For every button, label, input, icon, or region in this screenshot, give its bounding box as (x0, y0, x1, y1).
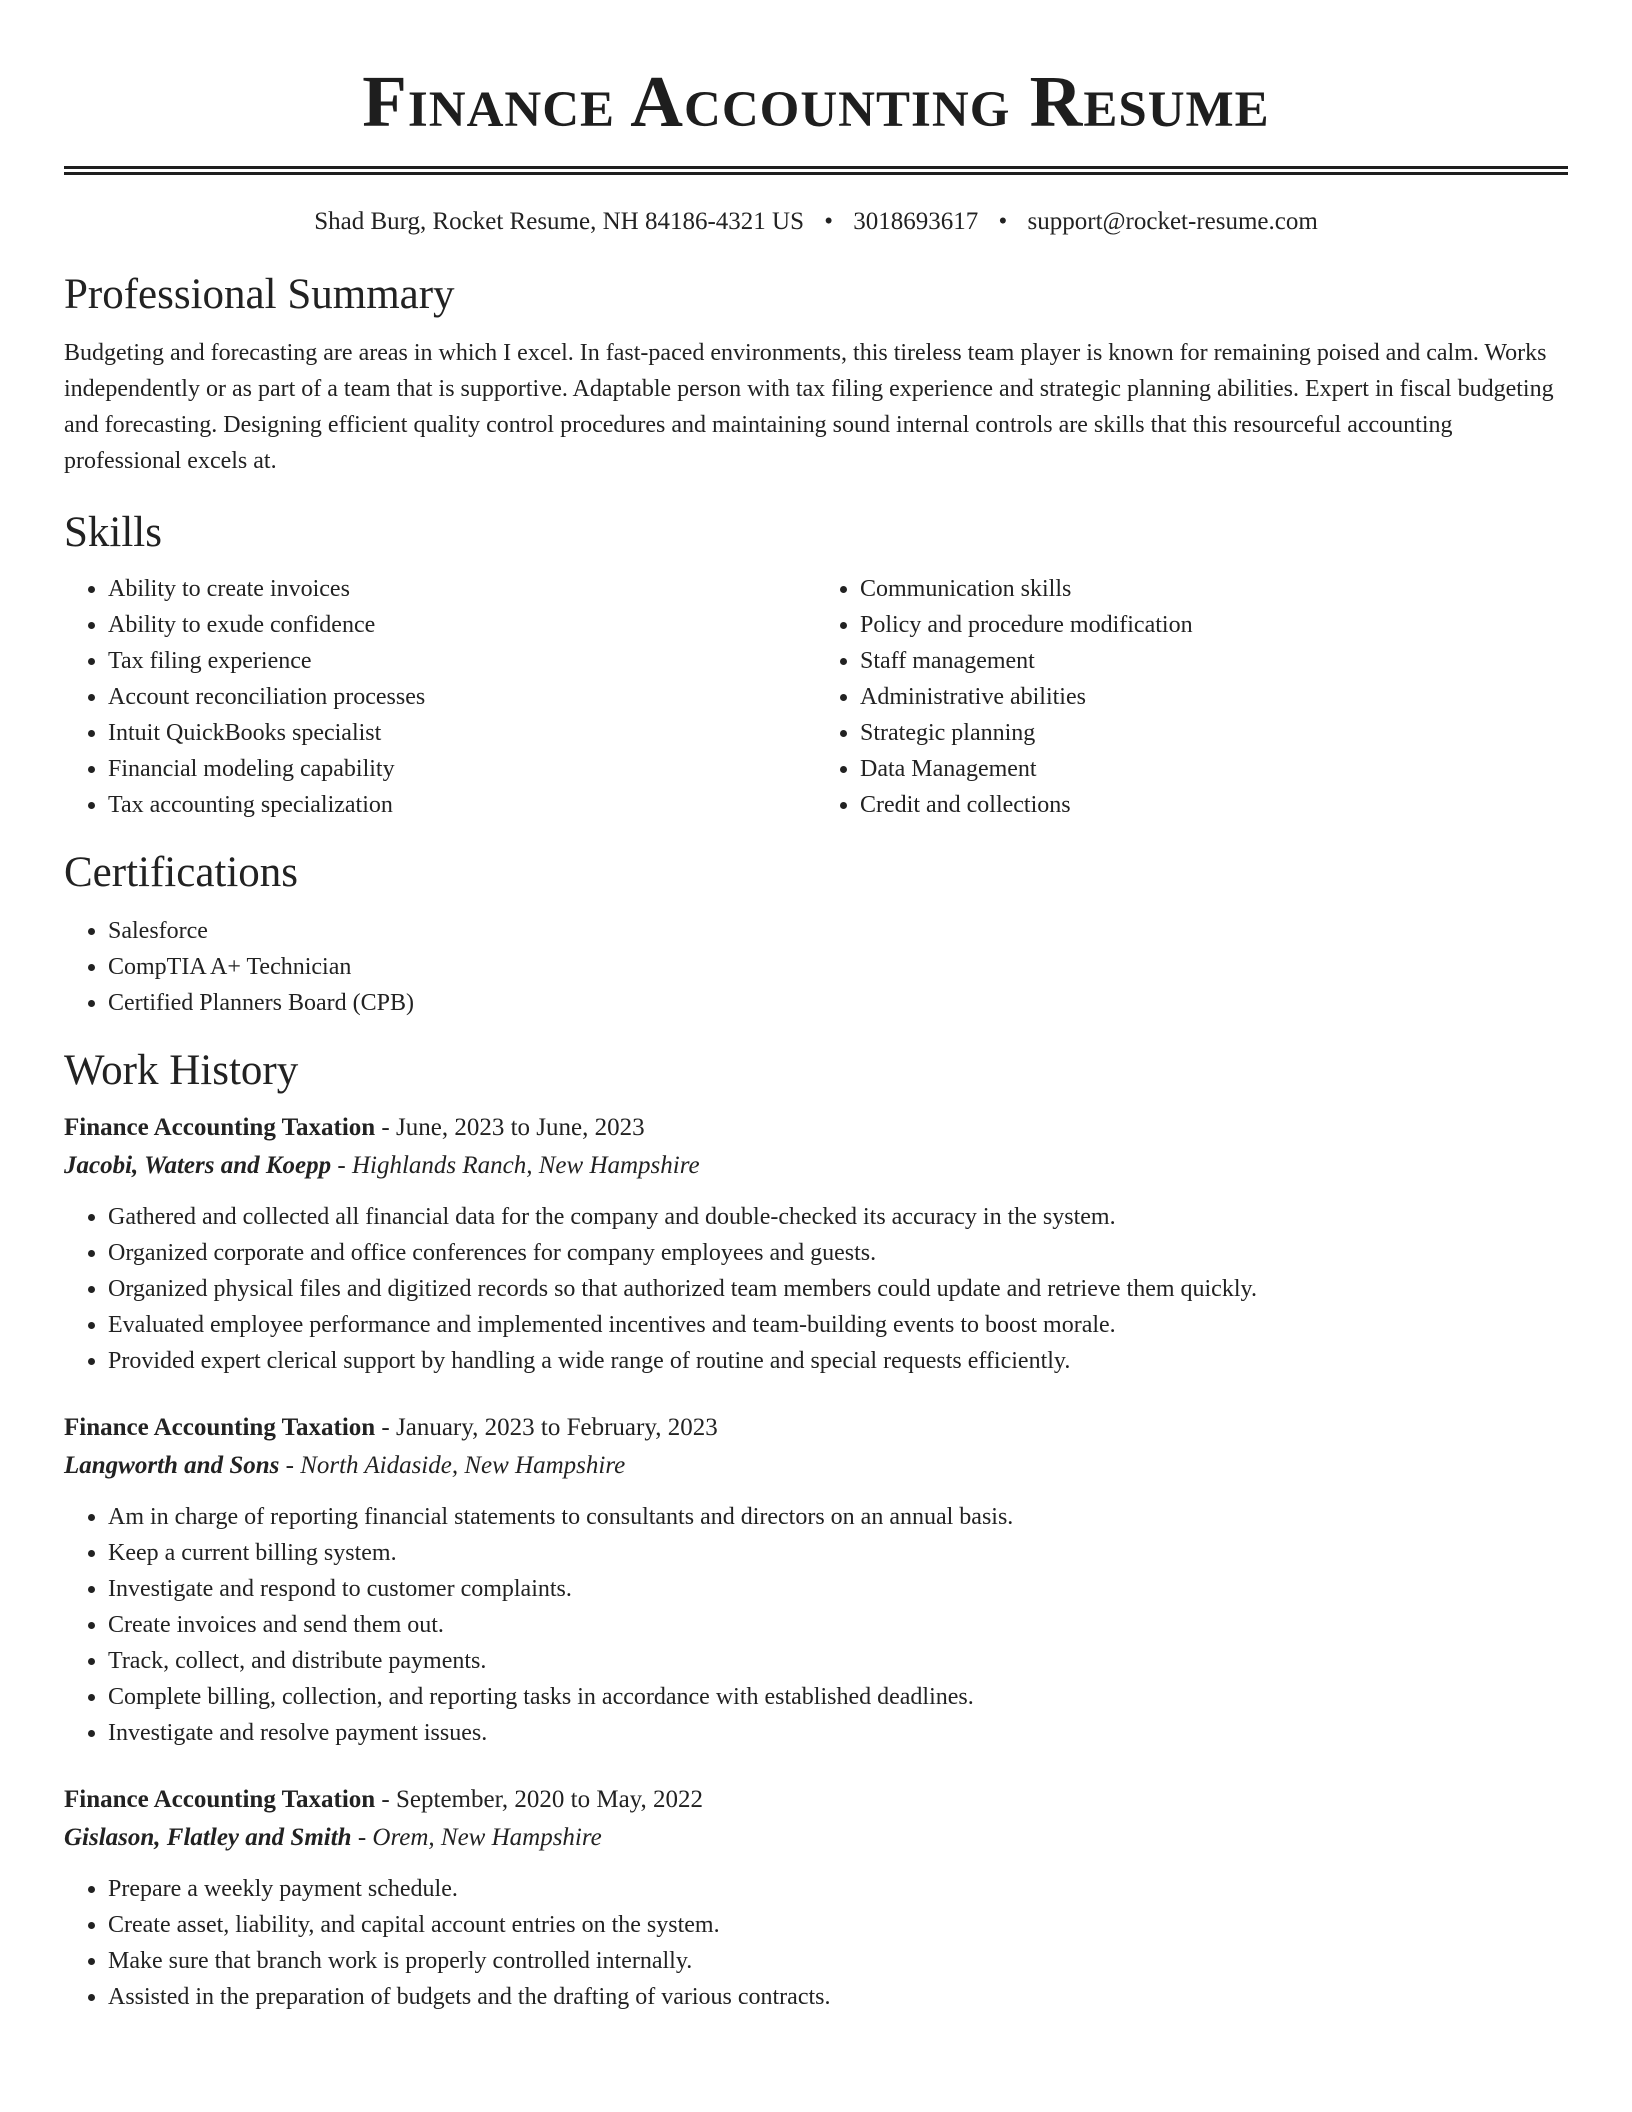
certification-item: • Salesforce (108, 913, 1568, 949)
work-history-heading: Work History (64, 1047, 299, 1094)
contact-email: support@rocket-resume.com (1027, 208, 1318, 235)
skills-heading: Skills (64, 509, 162, 556)
job-bullet: • Evaluated employee performance and implemented incentives and team-building events to boost morale. (108, 1307, 1568, 1343)
job-bullet: • Organized corporate and office conferences for company employees and guests. (108, 1235, 1568, 1271)
job-dates: - January, 2023 to February, 2023 (375, 1414, 718, 1441)
job-bullet: • Make sure that branch work is properly controlled internally. (108, 1943, 1568, 1979)
job-bullets (64, 1199, 1568, 1379)
job-bullets (64, 1871, 1568, 2015)
job-bullet: • Track, collect, and distribute payments. (108, 1643, 1568, 1679)
certification-item: • Certified Planners Board (CPB) (108, 985, 1568, 1021)
skill-item: • Credit and collections (860, 787, 1568, 823)
certifications-list (64, 913, 1568, 1021)
resume-title: Finance Accounting Resume (362, 61, 1270, 142)
job-company-line (64, 1819, 1568, 1857)
job-bullet: • Investigate and respond to customer complaints. (108, 1571, 1568, 1607)
job-title-line (64, 1109, 1568, 1147)
job-bullet: • Keep a current billing system. (108, 1535, 1568, 1571)
job-bullets (64, 1499, 1568, 1751)
job-entry (64, 1781, 1568, 2015)
job-dates: - June, 2023 to June, 2023 (375, 1114, 645, 1141)
job-title: Finance Accounting Taxation (64, 1786, 376, 1813)
skill-item: • Strategic planning (860, 715, 1568, 751)
job-bullet: • Create invoices and send them out. (108, 1607, 1568, 1643)
certification-item: • CompTIA A+ Technician (108, 949, 1568, 985)
contact-line (64, 205, 1568, 239)
skill-item: • Account reconciliation processes (108, 679, 816, 715)
contact-phone: 3018693617 (853, 208, 979, 235)
skills-columns (64, 571, 1568, 823)
skill-item: • Administrative abilities (860, 679, 1568, 715)
job-bullet: • Am in charge of reporting financial statements to consultants and directors on an annual basis. (108, 1499, 1568, 1535)
summary-text: Budgeting and forecasting are areas in which I excel. In fast-paced environments, this tireless team player is known for remaining poised and calm. Works independently or as part of a team that is supportive. Adaptable person with tax filing experience and strategic planning abilities. Expert in fiscal budgeting and forecasting. Designing efficient quality control procedures and maintaining sound internal controls are skills that this resourceful accounting professional excels at. (64, 340, 1554, 474)
skill-item: • Tax filing experience (108, 643, 816, 679)
job-bullet: • Prepare a weekly payment schedule. (108, 1871, 1568, 1907)
contact-address: Shad Burg, Rocket Resume, NH 84186-4321 US (314, 208, 804, 235)
job-bullet: • Investigate and resolve payment issues. (108, 1715, 1568, 1751)
resume-page (64, 0, 1568, 2015)
job-location: - Highlands Ranch, New Hampshire (331, 1152, 700, 1179)
job-entry (64, 1109, 1568, 1379)
job-company: Gislason, Flatley and Smith (64, 1824, 352, 1851)
job-title: Finance Accounting Taxation (64, 1414, 376, 1441)
contact-separator: • (824, 208, 833, 235)
job-bullet: • Organized physical files and digitized records so that authorized team members could update and retrieve them quickly. (108, 1271, 1568, 1307)
title-divider (64, 166, 1568, 175)
job-company-line (64, 1147, 1568, 1185)
job-location: - North Aidaside, New Hampshire (279, 1452, 626, 1479)
skill-item: • Data Management (860, 751, 1568, 787)
job-company: Jacobi, Waters and Koepp (64, 1152, 332, 1179)
skill-item: • Staff management (860, 643, 1568, 679)
skills-list-left (64, 571, 816, 823)
skill-item: • Policy and procedure modification (860, 607, 1568, 643)
job-title-line (64, 1409, 1568, 1447)
job-bullet: • Provided expert clerical support by handling a wide range of routine and special requests efficiently. (108, 1343, 1568, 1379)
job-title-line (64, 1781, 1568, 1819)
job-bullet: • Create asset, liability, and capital account entries on the system. (108, 1907, 1568, 1943)
job-title: Finance Accounting Taxation (64, 1114, 376, 1141)
skill-item: • Financial modeling capability (108, 751, 816, 787)
contact-separator: • (998, 208, 1008, 235)
skill-item: • Ability to exude confidence (108, 607, 816, 643)
job-bullet: • Assisted in the preparation of budgets and the drafting of various contracts. (108, 1979, 1568, 2015)
summary-heading: Professional Summary (64, 271, 455, 318)
job-location: - Orem, New Hampshire (351, 1824, 602, 1851)
skill-item: • Tax accounting specialization (108, 787, 816, 823)
job-entry (64, 1409, 1568, 1751)
skills-list-right (816, 571, 1568, 823)
certifications-heading: Certifications (64, 849, 299, 896)
skill-item: • Communication skills (860, 571, 1568, 607)
job-company: Langworth and Sons (64, 1452, 280, 1479)
skill-item: • Ability to create invoices (108, 571, 816, 607)
job-bullet: • Complete billing, collection, and reporting tasks in accordance with established deadlines. (108, 1679, 1568, 1715)
job-bullet: • Gathered and collected all financial data for the company and double-checked its accuracy in the system. (108, 1199, 1568, 1235)
job-dates: - September, 2020 to May, 2022 (375, 1786, 704, 1813)
skill-item: • Intuit QuickBooks specialist (108, 715, 816, 751)
job-company-line (64, 1447, 1568, 1485)
